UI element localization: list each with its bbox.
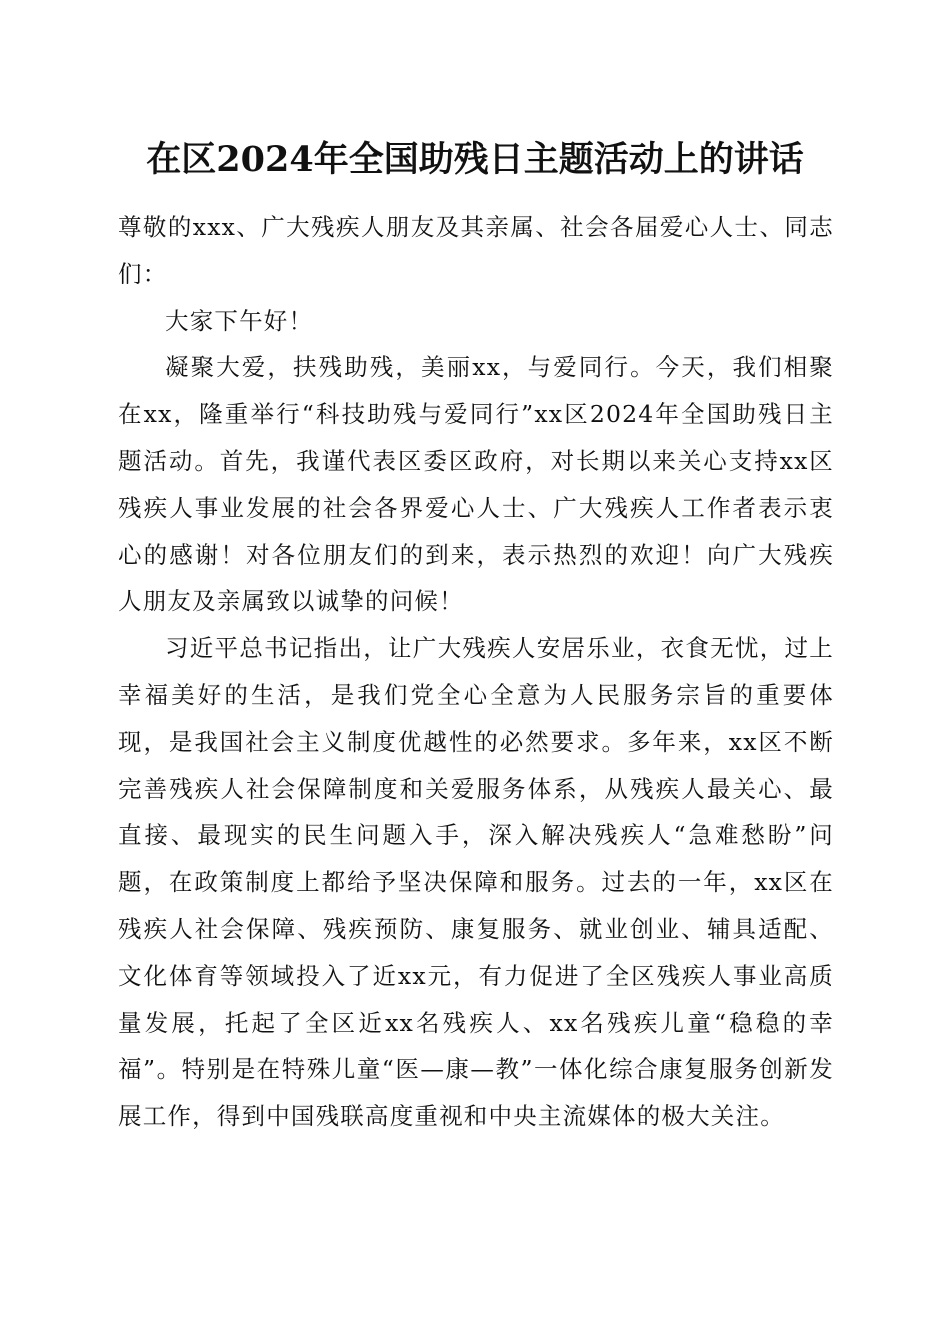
salutation: 尊敬的xxx、广大残疾人朋友及其亲属、社会各届爱心人士、同志们： [118,213,834,288]
greeting: 大家下午好！ [165,306,314,335]
document-body [118,204,834,1140]
paragraph-achievements: 习近平总书记指出，让广大残疾人安居乐业，衣食无忧，过上幸福美好的生活，是我们党全心全意为人民服务宗旨的重要体现，是我国社会主义制度优越性的必然要求。多年来，xx区不断完善残疾人社会保障制度和关爱服务体系，从残疾人最关心、最直接、最现实的民生问题入手，深入解决残疾人“急难愁盼”问题，在政策制度上都给予坚决保障和服务。过去的一年，xx区在残疾人社会保障、残疾预防、康复服务、就业创业、辅具适配、文化体育等领域投入了近xx元，有力促进了全区残疾人事业高质量发展，托起了全区近xx名残疾人、xx名残疾儿童“稳稳的幸福”。特别是在特殊儿童“医—康—教”一体化综合康复服务创新发展工作，得到中国残联高度重视和中央主流媒体的极大关注。 [118,634,834,1131]
document-title: 在区2024年全国助残日主题活动上的讲话 [146,139,804,180]
paragraph-opening: 凝聚大爱，扶残助残，美丽xx，与爱同行。今天，我们相聚在xx，隆重举行“科技助残与爱同行”xx区2024年全国助残日主题活动。首先，我谨代表区委区政府，对长期以来关心支持xx区残疾人事业发展的社会各界爱心人士、广大残疾人工作者表示衷心的感谢！对各位朋友们的到来，表示热烈的欢迎！向广大残疾人朋友及亲属致以诚挚的问候！ [118,353,834,616]
